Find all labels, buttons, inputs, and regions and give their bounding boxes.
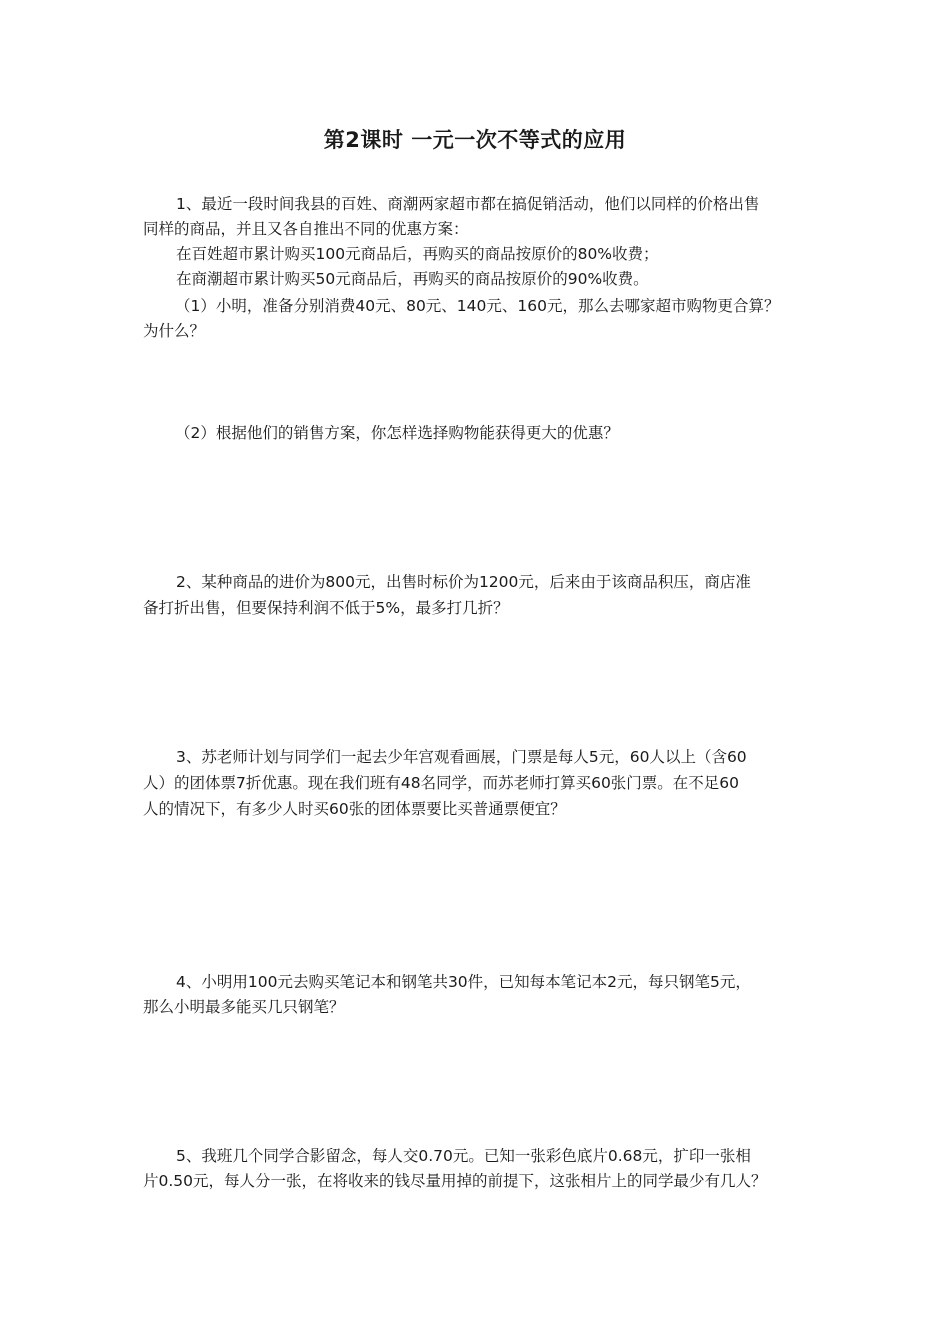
question-5-line-1: 5、我班几个同学合影留念，每人交0.70元。已知一张彩色底片0.68元，扩印一张相	[176, 1147, 751, 1165]
question-4-line-2: 那么小明最多能买几只钢笔？	[143, 998, 345, 1016]
question-1-line-4: 在商潮超市累计购买50元商品后，再购买的商品按原价的90%收费。	[176, 270, 649, 288]
question-1-line-3: 在百姓超市累计购买100元商品后，再购买的商品按原价的80%收费；	[176, 245, 659, 263]
question-2-line-1: 2、某种商品的进价为800元，出售时标价为1200元，后来由于该商品积压，商店准	[176, 573, 751, 591]
question-1-line-1: 1、最近一段时间我县的百姓、商潮两家超市都在搞促销活动，他们以同样的价格出售	[176, 195, 760, 213]
question-3-line-2: 人）的团体票7折优惠。现在我们班有48名同学，而苏老师打算买60张门票。在不足60	[143, 774, 740, 792]
question-3-line-3: 人的情况下，有多少人时买60张的团体票要比买普通票便宜？	[143, 800, 566, 818]
question-2-line-2: 备打折出售，但要保持利润不低于5%，最多打几折？	[143, 599, 509, 617]
question-1-line-2: 同样的商品，并且又各自推出不同的优惠方案：	[143, 220, 469, 238]
question-1-sub-2: （2）根据他们的销售方案，你怎样选择购物能获得更大的优惠？	[175, 424, 619, 442]
question-3-line-1: 3、苏老师计划与同学们一起去少年宫观看画展，门票是每人5元，60人以上（含60	[176, 748, 747, 766]
question-1-sub-1-line-1: （1）小明，准备分别消费40元、80元、140元、160元，那么去哪家超市购物更合算？	[175, 297, 780, 315]
page-title: 第2课时 一元一次不等式的应用	[323, 128, 627, 152]
question-4-line-1: 4、小明用100元去购买笔记本和钢笔共30件，已知每本笔记本2元，每只钢笔5元，	[176, 973, 751, 991]
question-5-line-2: 片0.50元，每人分一张，在将收来的钱尽量用掉的前提下，这张相片上的同学最少有几人？	[143, 1172, 767, 1190]
question-1-sub-1-line-2: 为什么？	[143, 322, 206, 340]
